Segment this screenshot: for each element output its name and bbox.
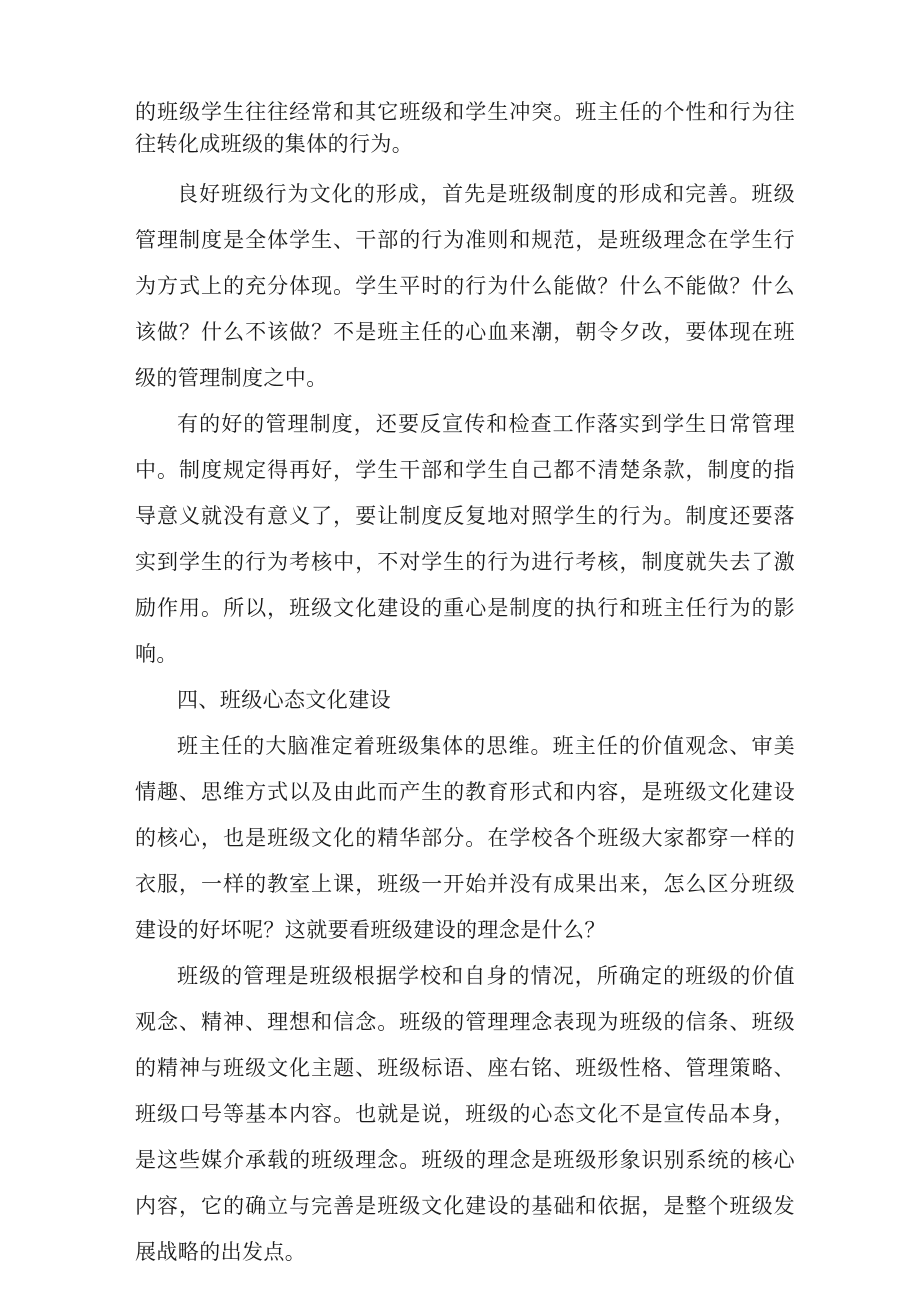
paragraph-system-execution: 有的好的管理制度，还要反宣传和检查工作落实到学生日常管理中。制度规定得再好，学生干部和学生自己都不清楚条款，制度的指导意义就没有意义了，要让制度反复地对照学生的行为。制度还要落实到学生的行为考核中，不对学生的行为进行考核，制度就失去了激励作用。所以，班级文化建设的重心是制度的执行和班主任行为的影响。 xyxy=(135,412,795,666)
paragraph-continuation: 的班级学生往往经常和其它班级和学生冲突。班主任的个性和行为往往转化成班级的集体的行为。 xyxy=(135,100,795,156)
paragraph-behavior-culture: 良好班级行为文化的形成，首先是班级制度的形成和完善。班级管理制度是全体学生、干部的行为准则和规范，是班级理念在学生行为方式上的充分体现。学生平时的行为什么能做？什么不能做？什么该做？什么不该做？不是班主任的心血来潮，朝令夕改，要体现在班级的管理制度之中。 xyxy=(135,182,795,390)
paragraph-management-philosophy: 班级的管理是班级根据学校和自身的情况，所确定的班级的价值观念、精神、理想和信念。班级的管理理念表现为班级的信条、班级的精神与班级文化主题、班级标语、座右铭、班级性格、管理策略、班级口号等基本内容。也就是说，班级的心态文化不是宣传品本身，是这些媒介承载的班级理念。班级的理念是班级形象识别系统的核心内容，它的确立与完善是班级文化建设的基础和依据，是整个班级发展战略的出发点。 xyxy=(135,964,795,1264)
document-body xyxy=(135,96,795,1275)
section-heading: 四、班级心态文化建设 xyxy=(177,688,391,712)
paragraph-teacher-mindset: 班主任的大脑准定着班级集体的思维。班主任的价值观念、审美情趣、思维方式以及由此而产生的教育形式和内容，是班级文化建设的核心，也是班级文化的精华部分。在学校各个班级大家都穿一样的衣服，一样的教室上课，班级一开始并没有成果出来，怎么区分班级建设的好坏呢？这就要看班级建设的理念是什么？ xyxy=(135,734,795,942)
